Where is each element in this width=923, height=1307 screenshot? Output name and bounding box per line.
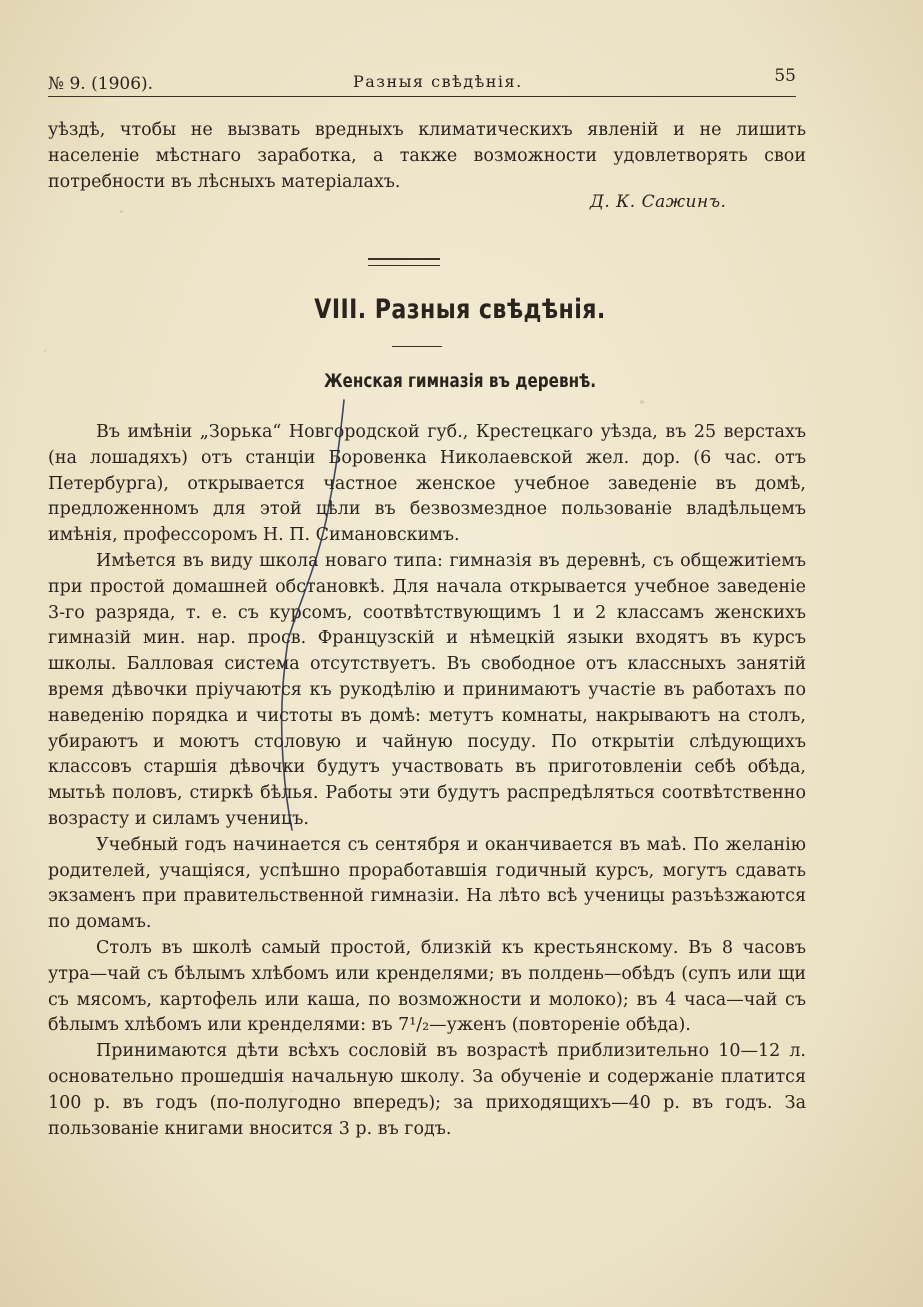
page-number: 55 xyxy=(774,66,796,86)
section-divider xyxy=(368,258,440,266)
article-paragraph: Столъ въ школѣ самый простой, близкій къ крестьянскому. Въ 8 часовъ утра—чай съ бѣлымъ хлѣбомъ или кренделями; въ полдень—обѣдъ (супъ или щи съ мясомъ, картофель или каша, по возможности и молоко); въ 4 часа—чай съ бѣлымъ хлѣбомъ или кренделями: въ 7¹/₂—уженъ (повтореніе обѣда). xyxy=(48,937,806,1036)
paper-speck xyxy=(120,210,123,213)
title-underline xyxy=(392,346,442,347)
article-paragraph: Въ имѣніи „Зорька“ Новгородской губ., Крестецкаго уѣзда, въ 25 верстахъ (на лошадяхъ) отъ станціи Боровенка Николаевской жел. дор. (6 час. отъ Петербурга), открывается частное женское учебное заведеніе въ домѣ, предложенномъ для этой цѣли въ безвозмездное пользованіе владѣльцемъ имѣнія, профессоромъ Н. П. Симановскимъ. xyxy=(48,422,806,546)
running-header xyxy=(48,66,796,96)
article-paragraph: Имѣется въ виду школа новаго типа: гимназія въ деревнѣ, съ общежитіемъ при простой домашней обстановкѣ. Для начала открывается учебное заведеніе 3-го разряда, т. е. съ курсомъ, соотвѣтствующимъ 1 и 2 классамъ женскихъ гимназій мин. нар. просв. Французскій и нѣмецкій языки входятъ въ курсъ школы. Балловая система отсутствуетъ. Въ свободное отъ классныхъ занятій время дѣвочки пріучаются къ рукодѣлію и принимаютъ участіе въ работахъ по наведенію порядка и чистоты въ домѣ: метутъ комнаты, накрываютъ на столъ, убираютъ и моютъ столовую и чайную посуду. По открытіи слѣдующихъ классовъ старшія дѣвочки будутъ участвовать въ приготовленіи себѣ обѣда, мытьѣ половъ, стиркѣ бѣлья. Работы эти будутъ распредѣляться соотвѣтственно возрасту и силамъ ученицъ. xyxy=(48,550,806,829)
section-title: VIII. Разныя свѣдѣнія. xyxy=(314,294,606,325)
paper-speck xyxy=(44,350,46,352)
article-paragraph: Учебный годъ начинается съ сентября и оканчивается въ маѣ. По желанію родителей, учащіяся, успѣшно проработавшія годичный курсъ, могутъ сдавать экзаменъ при правительственной гимназіи. На лѣто всѣ ученицы разъѣзжаются по домамъ. xyxy=(48,834,806,933)
header-rule xyxy=(48,96,796,97)
article-paragraph: Принимаются дѣти всѣхъ сословій въ возрастѣ приблизительно 10—12 л. основательно прошедшія начальную школу. За обученіе и содержаніе платится 100 р. въ годъ (по-полугодно впередъ); за приходящихъ—40 р. въ годъ. За пользованіе книгами вносится 3 р. въ годъ. xyxy=(48,1041,806,1139)
article-body xyxy=(48,420,806,1142)
header-section-title: Разныя свѣдѣнія. xyxy=(353,72,523,91)
previous-article-ending xyxy=(48,118,806,195)
issue-number: № 9. (1906). xyxy=(48,74,154,94)
paper-speck xyxy=(640,400,644,404)
author-signature: Д. К. Сажинъ. xyxy=(590,192,727,212)
closing-paragraph: уѣздѣ, чтобы не вызвать вредныхъ климатическихъ явленій и не лишить населеніе мѣстнаго заработка, а также возможности удовлетворять свои потребности въ лѣсныхъ матеріалахъ. xyxy=(48,120,806,192)
article-title: Женская гимназія въ деревнѣ. xyxy=(323,370,597,392)
